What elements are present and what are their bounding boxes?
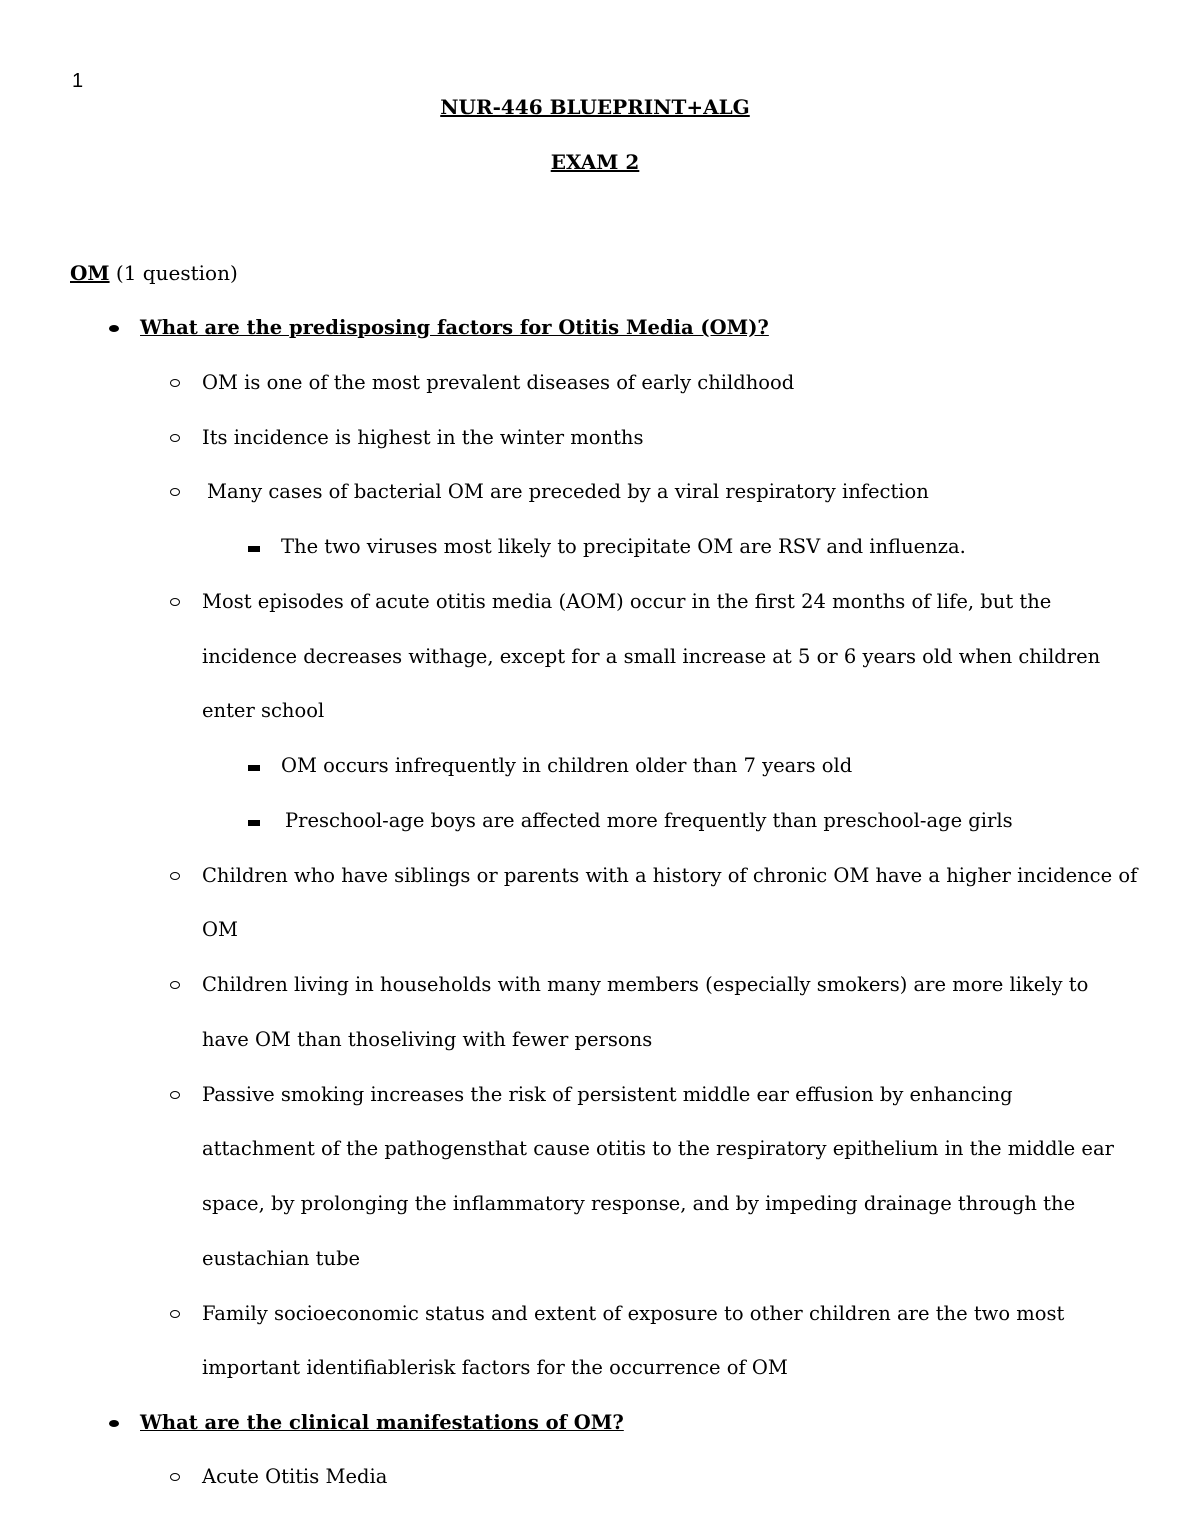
list-item: Passive smoking increases the risk of persistent middle ear effusion by enhancing — [202, 1083, 1013, 1106]
question-heading: What are the predisposing factors for Otitis Media (OM)? — [140, 316, 769, 339]
list-item-continuation: have OM than thoseliving with fewer persons — [202, 1028, 653, 1051]
bullet-circle-icon — [170, 981, 180, 989]
list-item: OM is one of the most prevalent diseases of early childhood — [202, 371, 795, 394]
bullet-disc-icon — [109, 1420, 119, 1427]
section-heading — [70, 261, 238, 285]
bullet-circle-icon — [170, 1310, 180, 1318]
list-item-continuation: space, by prolonging the inflammatory response, and by impeding drainage through the — [202, 1192, 1076, 1215]
page-number: 1 — [72, 70, 84, 92]
list-item: Most episodes of acute otitis media (AOM) occur in the first 24 months of life, but the — [202, 590, 1052, 613]
list-item: Its incidence is highest in the winter months — [202, 426, 644, 449]
list-item-continuation: attachment of the pathogensthat cause otitis to the respiratory epithelium in the middle ear — [202, 1137, 1114, 1160]
bullet-square-icon — [248, 765, 260, 771]
list-item: Many cases of bacterial OM are preceded by a viral respiratory infection — [207, 480, 929, 503]
list-item-continuation: enter school — [202, 699, 325, 722]
document-title: NUR-446 BLUEPRINT+ALG — [440, 95, 750, 119]
bullet-circle-icon — [170, 434, 180, 442]
list-item-continuation: eustachian tube — [202, 1247, 361, 1270]
list-item: Preschool-age boys are affected more frequently than preschool-age girls — [285, 809, 1013, 832]
list-item-continuation: incidence decreases withage, except for a small increase at 5 or 6 years old when children — [202, 645, 1101, 668]
question-heading: What are the clinical manifestations of OM? — [140, 1411, 624, 1434]
bullet-square-icon — [248, 820, 260, 826]
list-item-continuation: OM — [202, 918, 238, 941]
bullet-circle-icon — [170, 488, 180, 496]
list-item: Acute Otitis Media — [202, 1465, 388, 1488]
section-question-count: (1 question) — [115, 261, 238, 285]
bullet-disc-icon — [109, 325, 119, 332]
document-subtitle: EXAM 2 — [550, 150, 640, 174]
list-item: The two viruses most likely to precipitate OM are RSV and influenza. — [281, 535, 966, 558]
section-name: OM — [70, 261, 110, 285]
bullet-circle-icon — [170, 1091, 180, 1099]
bullet-square-icon — [248, 546, 260, 552]
bullet-circle-icon — [170, 379, 180, 387]
list-item: OM occurs infrequently in children older than 7 years old — [281, 754, 853, 777]
list-item: Family socioeconomic status and extent of exposure to other children are the two most — [202, 1302, 1065, 1325]
list-item-continuation: important identifiablerisk factors for the occurrence of OM — [202, 1356, 788, 1379]
bullet-circle-icon — [170, 1473, 180, 1481]
list-item: Children who have siblings or parents with a history of chronic OM have a higher incidence of — [202, 864, 1138, 887]
bullet-circle-icon — [170, 598, 180, 606]
list-item: Children living in households with many members (especially smokers) are more likely to — [202, 973, 1089, 996]
bullet-circle-icon — [170, 872, 180, 880]
